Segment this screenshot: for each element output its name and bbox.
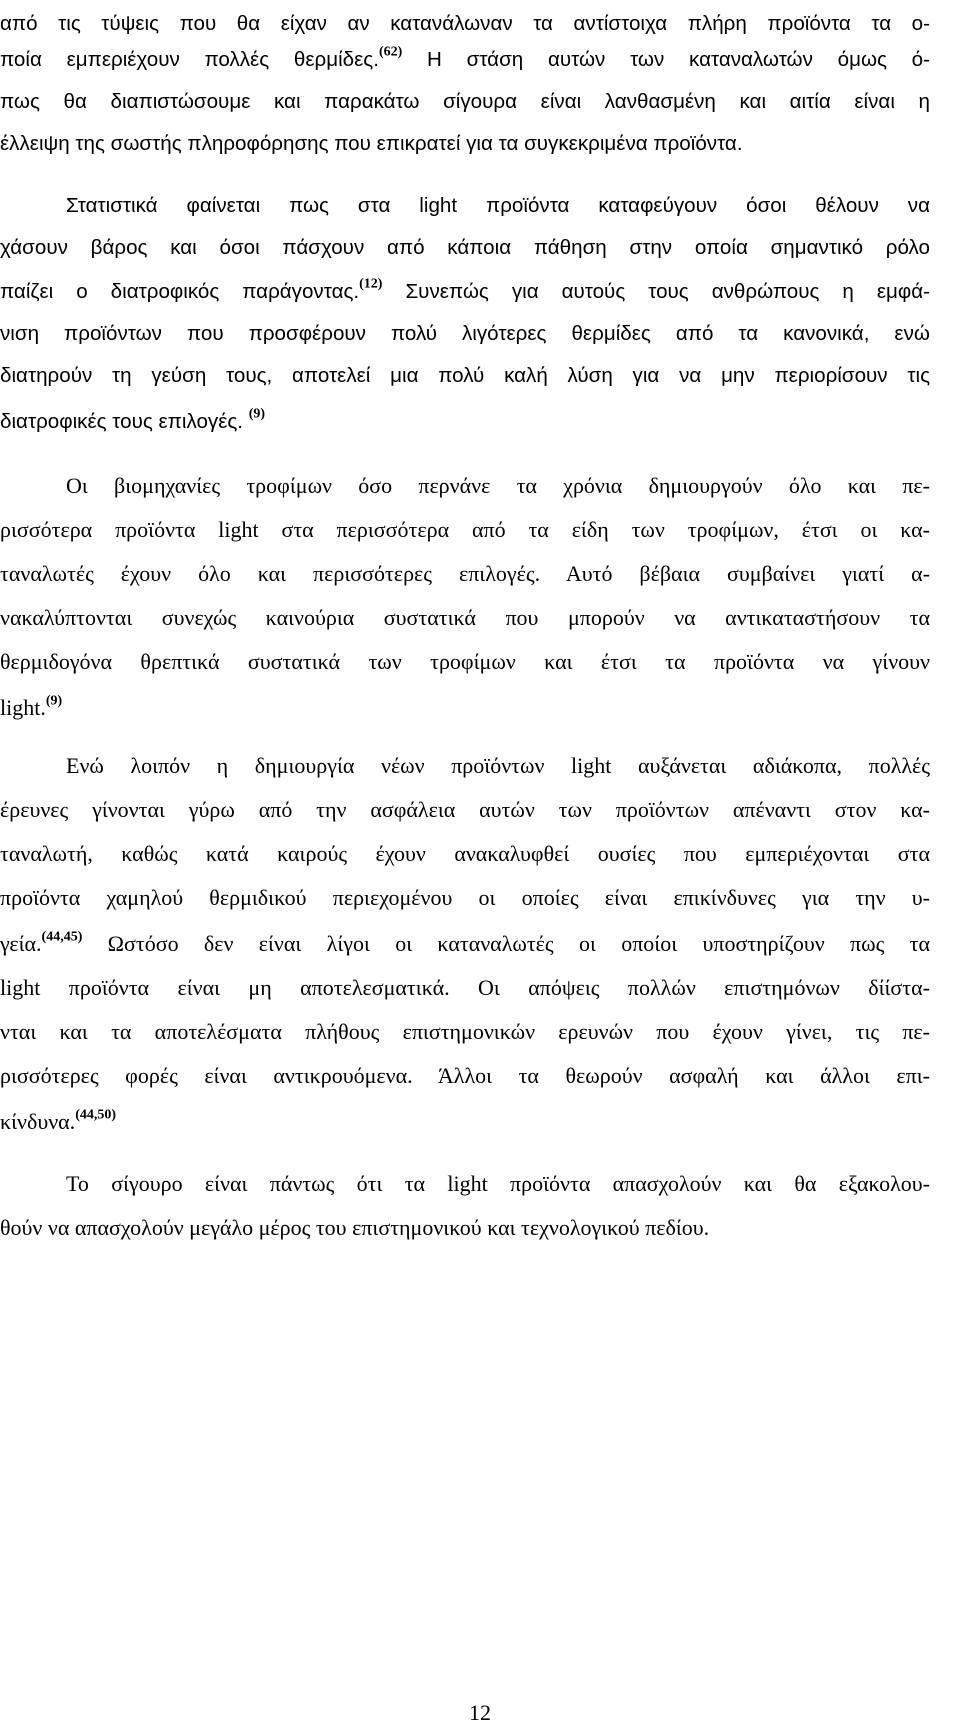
text-line [0, 398, 930, 446]
citation-superscript: (44,45) [41, 929, 83, 945]
line-text: Οι βιομηχανίες τροφίμων όσο περνάνε τα χρόνια δημιουργούν όλο και πε- [66, 473, 930, 498]
line-text: ταναλωτή, καθώς κατά καιρούς έχουν ανακαλυφθεί ουσίες που εμπεριέχονται στα [0, 841, 930, 866]
line-text: από τις τύψεις που θα είχαν αν κατανάλωναν τα αντίστοιχα πλήρη προϊόντα τα ο- [0, 12, 930, 35]
text-line [0, 550, 930, 598]
line-text: ταναλωτές έχουν όλο και περισσότερες επιλογές. Αυτό βέβαια συμβαίνει γιατί α- [0, 561, 930, 586]
text-line [0, 1204, 930, 1252]
text-line [0, 684, 930, 732]
citation-superscript: (44,50) [75, 1107, 117, 1123]
line-text: ρισσότερα προϊόντα light στα περισσότερα από τα είδη των τροφίμων, έτσι οι κα- [0, 517, 930, 542]
line-text: Στατιστικά φαίνεται πως στα light προϊόντα καταφεύγουν όσοι θέλουν να [66, 194, 930, 217]
line-text: χάσουν βάρος και όσοι πάσχουν από κάποια πάθηση στην οποία σημαντικό ρόλο [0, 236, 930, 259]
text-line [0, 268, 930, 316]
line-text: θούν να απασχολούν μεγάλο μέρος του επιστημονικού και τεχνολογικού πεδίου. [0, 1215, 710, 1240]
line-text: παίζει ο διατροφικός παράγοντας. [0, 280, 360, 303]
line-text: νακαλύπτονται συνεχώς καινούρια συστατικά που μπορούν να αντικαταστήσουν τα [0, 605, 930, 630]
line-text: νιση προϊόντων που προσφέρουν πολύ λιγότερες θερμίδες από τα κανονικά, ενώ [0, 322, 930, 345]
citation-superscript: (9) [45, 693, 63, 709]
text-line [0, 594, 930, 642]
text-line [0, 920, 930, 968]
text-line [0, 1052, 930, 1100]
text-line [66, 742, 930, 790]
line-text: γεία. [0, 931, 42, 956]
page-number: 12 [469, 1700, 491, 1725]
line-text: Συνεπώς για αυτούς τους ανθρώπους η εμφά- [382, 280, 930, 303]
text-line [0, 638, 930, 686]
text-line [66, 1160, 930, 1208]
citation-superscript: (9) [248, 406, 266, 422]
text-line [0, 78, 930, 126]
text-line [0, 1008, 930, 1056]
text-line [0, 224, 930, 272]
line-text: Το σίγουρο είναι πάντως ότι τα light προϊόντα απασχολούν και θα εξακολου- [66, 1171, 930, 1196]
text-line [0, 36, 930, 84]
text-line [0, 310, 930, 358]
line-text: πως θα διαπιστώσουμε και παρακάτω σίγουρα είναι λανθασμένη και αιτία είναι η [0, 90, 930, 113]
text-line [66, 462, 930, 510]
text-line [0, 786, 930, 834]
citation-superscript: (12) [359, 276, 383, 292]
line-text: light προϊόντα είναι μη αποτελεσματικά. Οι απόψεις πολλών επιστημόνων δίίστα- [0, 975, 930, 1000]
text-line [0, 964, 930, 1012]
line-text: light. [0, 695, 46, 720]
line-text: κίνδυνα. [0, 1109, 76, 1134]
line-text: Ωστόσο δεν είναι λίγοι οι καταναλωτές οι οποίοι υποστηρίζουν πως τα [82, 931, 930, 956]
line-text: νται και τα αποτελέσματα πλήθους επιστημονικών ερευνών που έχουν γίνει, τις πε- [0, 1019, 930, 1044]
line-text: θερμιδογόνα θρεπτικά συστατικά των τροφίμων και έτσι τα προϊόντα να γίνουν [0, 649, 930, 674]
text-line [0, 874, 930, 922]
line-text: Η στάση αυτών των καταναλωτών όμως ό- [402, 48, 930, 71]
text-line [66, 182, 930, 230]
text-line [0, 120, 930, 168]
line-text: προϊόντα χαμηλού θερμιδικού περιεχομένου οι οποίες είναι επικίνδυνες για την υ- [0, 885, 930, 910]
line-text: έρευνες γίνονται γύρω από την ασφάλεια αυτών των προϊόντων απέναντι στον κα- [0, 797, 930, 822]
citation-superscript: (62) [378, 44, 403, 60]
text-line [0, 506, 930, 554]
line-text: έλλειψη της σωστής πληροφόρησης που επικρατεί για τα συγκεκριμένα προϊόντα. [0, 132, 743, 155]
line-text: ρισσότερες φορές είναι αντικρουόμενα. Άλλοι τα θεωρούν ασφαλή και άλλοι επι- [0, 1063, 930, 1088]
line-text: διατροφικές τους επιλογές. [0, 410, 249, 433]
text-line [0, 1098, 930, 1146]
line-text: ποία εμπεριέχουν πολλές θερμίδες. [0, 48, 379, 71]
line-text: διατηρούν τη γεύση τους, αποτελεί μια πολύ καλή λύση για να μην περιορίσουν τις [0, 364, 930, 387]
line-text: Ενώ λοιπόν η δημιουργία νέων προϊόντων light αυξάνεται αδιάκοπα, πολλές [66, 753, 930, 778]
text-line [0, 352, 930, 400]
text-line [0, 830, 930, 878]
